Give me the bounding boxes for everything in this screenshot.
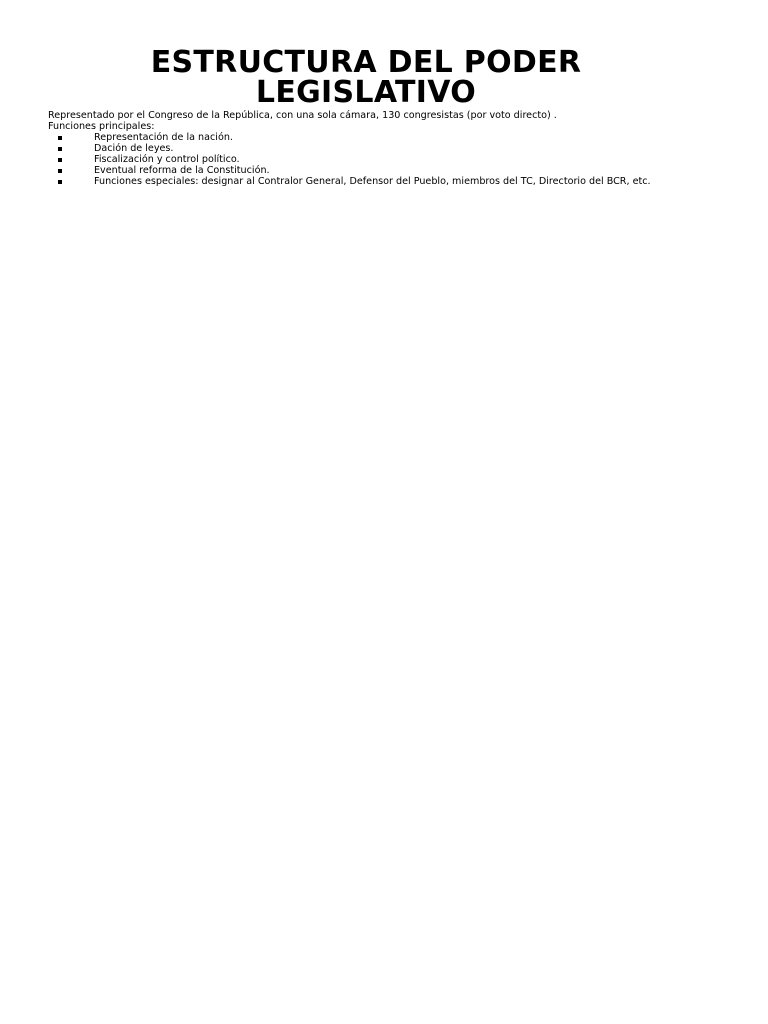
page-title [0,45,732,110]
title-line-1: ESTRUCTURA DEL PODER [150,45,582,80]
list-item-label: Dación de leyes. [94,143,174,154]
functions-list [48,132,698,187]
functions-heading: Funciones principales: [48,121,155,132]
list-item [58,154,698,165]
square-bullet-icon [58,169,62,173]
list-item-label: Eventual reforma de la Constitución. [94,165,270,176]
square-bullet-icon [58,180,62,184]
list-item [58,143,698,154]
list-item-label: Funciones especiales: designar al Contralor General, Defensor del Pueblo, miembros del TC, Directorio del BCR, etc. [94,176,651,187]
list-item [58,176,698,187]
list-item-label: Fiscalización y control político. [94,154,240,165]
square-bullet-icon [58,136,62,140]
square-bullet-icon [58,147,62,151]
list-item [58,165,698,176]
square-bullet-icon [58,158,62,162]
title-line-2: LEGISLATIVO [255,75,477,110]
intro-paragraph: Representado por el Congreso de la República, con una sola cámara, 130 congresistas (por voto directo) . [48,110,557,121]
list-item-label: Representación de la nación. [94,132,233,143]
document-body [48,110,698,187]
list-item [58,132,698,143]
